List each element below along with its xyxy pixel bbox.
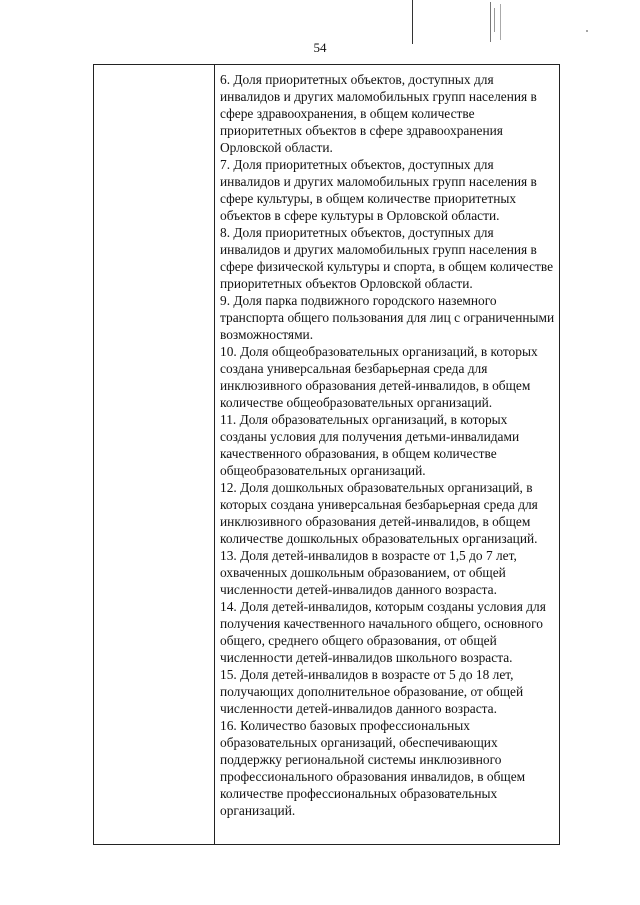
indicator-item: 10. Доля общеобразовательных организаций, в которых создана универсальная безбарьерная среда для инклюзивного образования детей-инвалидов, в общем количестве общеобразовательных организаций. [220,344,538,410]
indicator-item: 14. Доля детей-инвалидов, которым созданы условия для получения качественного начального общего, основного общего, среднего общего образования, от общей численности детей-инвалидов школьного возраста. [220,599,546,665]
indicator-item: 12. Доля дошкольных образовательных организаций, в которых создана универсальная безбарьерная среда для инклюзивного образования детей-инвалидов, в общем количестве дошкольных образовательных организаций. [220,480,538,546]
indicator-item: 6. Доля приоритетных объектов, доступных для инвалидов и других маломобильных групп населения в сфере здравоохранения, в общем количестве приоритетных объектов в сфере здравоохранения Орловской области. [220,72,537,155]
indicator-list [220,71,555,819]
indicator-item: 11. Доля образовательных организаций, в которых созданы условия для получения детьми-инвалидами качественного образования, в общем количестве общеобразовательных организаций. [220,412,520,478]
scan-artifact [500,4,501,40]
indicator-item: 7. Доля приоритетных объектов, доступных для инвалидов и других маломобильных групп населения в сфере культуры, в общем количестве приоритетных объектов в сфере культуры в Орловской области. [220,157,537,223]
indicator-item: 16. Количество базовых профессиональных образовательных организаций, обеспечивающих поддержку региональной системы инклюзивного профессионального образования инвалидов, в общем количестве профессиональных образовательных организаций. [220,718,526,818]
indicator-item: 9. Доля парка подвижного городского наземного транспорта общего пользования для лиц с ограниченными возможностями. [220,293,555,342]
scan-artifact [412,0,413,44]
page-number: 54 [313,40,327,55]
scan-artifact [494,8,495,32]
indicator-item: 15. Доля детей-инвалидов в возрасте от 5 до 18 лет, получающих дополнительное образование, от общей численности детей-инвалидов данного возраста. [220,667,524,716]
scan-artifact [490,2,491,42]
column-divider [214,65,215,844]
indicator-table [93,64,560,845]
scan-speck [586,30,588,32]
indicator-item: 13. Доля детей-инвалидов в возрасте от 1,5 до 7 лет, охваченных дошкольным образованием, от общей численности детей-инвалидов данного возраста. [220,548,517,597]
indicator-item: 8. Доля приоритетных объектов, доступных для инвалидов и других маломобильных групп населения в сфере физической культуры и спорта, в общем количестве приоритетных объектов Орловской области. [220,225,554,291]
